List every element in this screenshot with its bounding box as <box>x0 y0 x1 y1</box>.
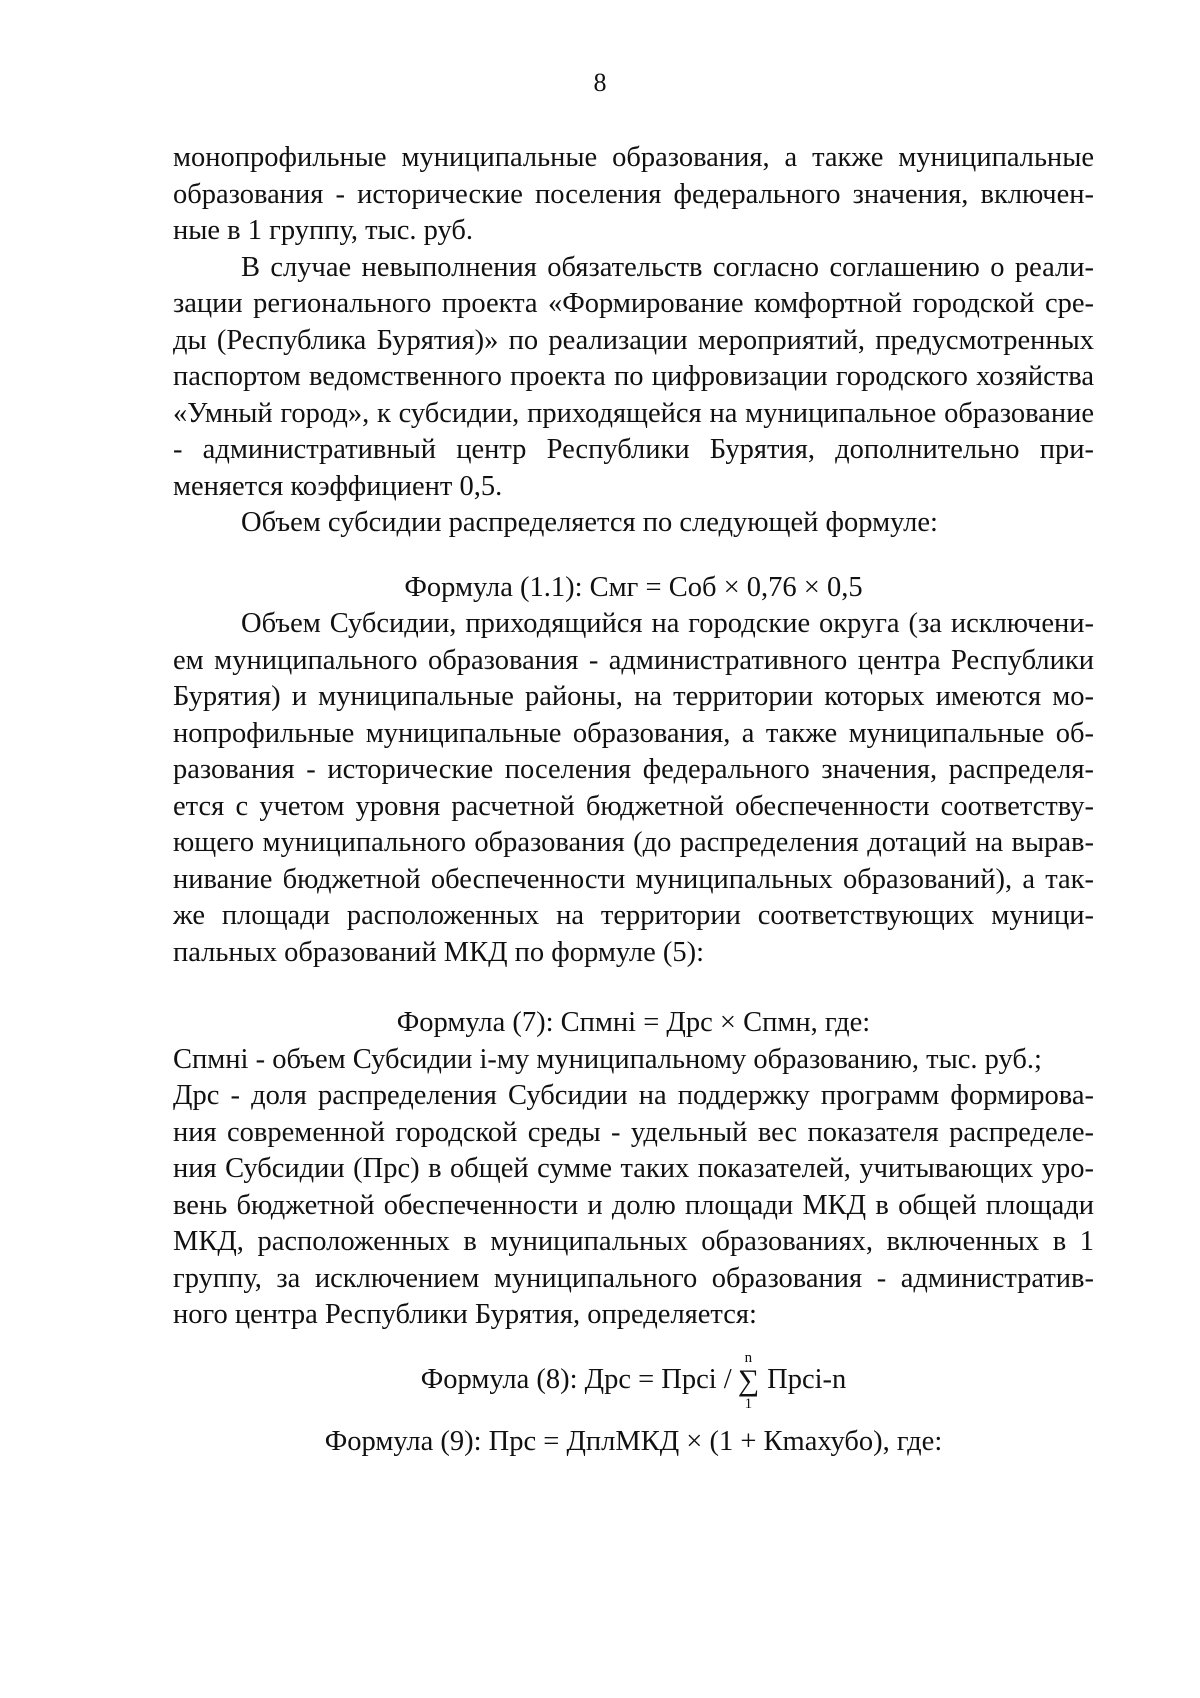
definition-spmni: Спмнi - объем Субсидии i-му муниципальному образованию, тыс. руб.; <box>173 1043 1042 1075</box>
formula-8-right: Прсi-n <box>767 1364 847 1396</box>
paragraph-continuation: монопрофильные муниципальные образования, а также муниципальные образования - исторические поселения федерального значения, включенные в 1 группу, тыс. руб. <box>173 142 1094 246</box>
summation-sign <box>738 1350 759 1412</box>
summation-upper-limit: n <box>744 1349 753 1366</box>
paragraph-subsidy-distribution: Объем Субсидии, приходящийся на городские округа (за исключением муниципального образования - административного центра Республики Бурятия) и муниципальные районы, на территории которых имеются монопрофильные муниципальные образования, а также муниципальные образования - исторические поселения федерального значения, распределяется с учетом уровня расчетной бюджетной обеспеченности соответствующего муниципального образования (до распределения дотаций на выравнивание бюджетной обеспеченности муниципальных образований), а также площади расположенных на территории соответствующих муниципальных образований МКД по формуле (5): <box>173 608 1094 968</box>
formula-1-1: Формула (1.1): Смг = Соб × 0,76 × 0,5 <box>404 571 863 603</box>
formula-9: Формула (9): Прс = ДплМКД × (1 + Кmахубо), где: <box>324 1425 943 1457</box>
page-number: 8 <box>593 68 607 97</box>
paragraph-obligations: В случае невыполнения обязательств согласно соглашению о реализации регионального проекта «Формирование комфортной городской среды (Республика Бурятия)» по реализации мероприятий, предусмотренных паспортом ведомственного проекта по цифровизации городского хозяйства «Умный город», к субсидии, приходящейся на муниципальное образование - административный центр Республики Бурятия, дополнительно применяется коэффициент 0,5. <box>173 251 1094 502</box>
document-body <box>173 140 1094 1460</box>
sigma-symbol: ∑ <box>737 1363 760 1397</box>
paragraph-formula-intro: Объем субсидии распределяется по следующей формуле: <box>241 507 938 538</box>
formula-8 <box>173 1350 1094 1412</box>
definition-drs: Дрс - доля распределения Субсидии на поддержку программ формирования современной городской среды - удельный вес показателя распределения Субсидии (Прс) в общей сумме таких показателей, учитывающих уровень бюджетной обеспеченности и долю площади МКД в общей площади МКД, расположенных в муниципальных образованиях, включенных в 1 группу, за исключением муниципального образования - административного центра Республики Бурятия, определяется: <box>173 1080 1094 1330</box>
formula-8-left: Формула (8): Дрс = Прсi / <box>420 1364 732 1396</box>
formula-7: Формула (7): Спмнi = Дрс × Спмн, где: <box>396 1007 871 1038</box>
summation-lower-limit: 1 <box>744 1395 753 1412</box>
